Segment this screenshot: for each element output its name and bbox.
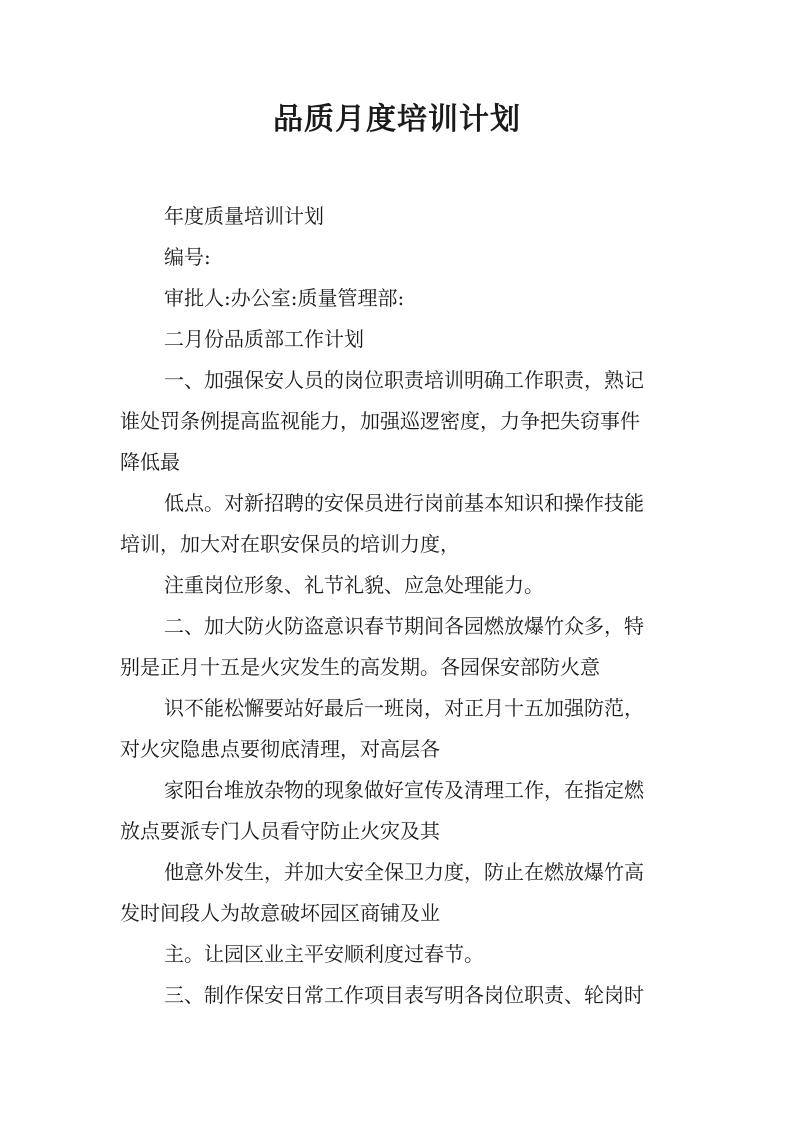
text-line: 谁处罚条例提高监视能力，加强巡逻密度，力争把失窃事件	[120, 409, 640, 433]
text-line: 编号:	[164, 245, 211, 269]
text-line: 三、制作保安日常工作项目表写明各岗位职责、轮岗时	[164, 983, 644, 1007]
text-line: 降低最	[120, 450, 180, 474]
text-line: 注重岗位形象、礼节礼貌、应急处理能力。	[164, 573, 544, 597]
page-title: 品质月度培训计划	[273, 102, 521, 137]
text-line: 别是正月十五是火灾发生的高发期。各园保安部防火意	[120, 655, 600, 679]
text-line: 二月份品质部工作计划	[164, 327, 364, 351]
text-line: 对火灾隐患点要彻底清理，对高层各	[120, 737, 440, 761]
document-body	[120, 196, 680, 1016]
text-line: 培训，加大对在职安保员的培训力度，	[120, 532, 460, 556]
text-line: 审批人:办公室:质量管理部:	[164, 286, 405, 310]
text-line: 主。让园区业主平安顺利度过春节。	[164, 942, 484, 966]
text-line: 发时间段人为故意破坏园区商铺及业	[120, 901, 440, 925]
text-line: 他意外发生，并加大安全保卫力度，防止在燃放爆竹高	[164, 860, 644, 884]
text-line: 一、加强保安人员的岗位职责培训明确工作职责，熟记	[164, 368, 644, 392]
text-line: 识不能松懈要站好最后一班岗，对正月十五加强防范，	[164, 696, 644, 720]
text-line: 放点要派专门人员看守防止火灾及其	[120, 819, 440, 843]
text-line: 年度质量培训计划	[164, 204, 324, 228]
text-line: 二、加大防火防盗意识春节期间各园燃放爆竹众多，特	[164, 614, 644, 638]
text-line: 家阳台堆放杂物的现象做好宣传及清理工作，在指定燃	[164, 778, 644, 802]
text-line: 低点。对新招聘的安保员进行岗前基本知识和操作技能	[164, 491, 644, 515]
